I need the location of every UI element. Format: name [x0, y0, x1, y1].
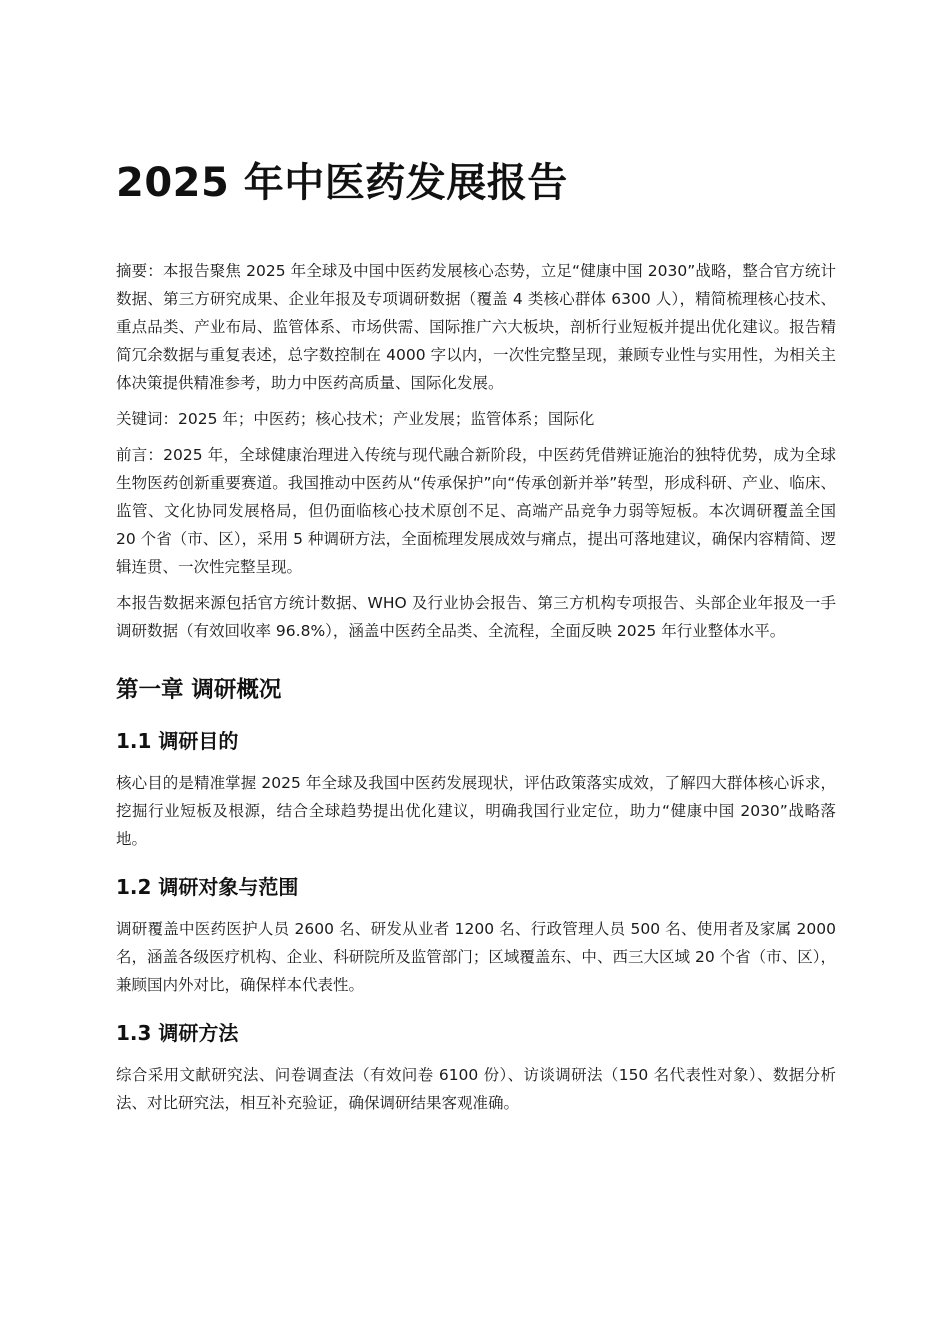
preface-paragraph: 前言：2025 年，全球健康治理进入传统与现代融合新阶段，中医药凭借辨证施治的独特优势，成为全球生物医药创新重要赛道。我国推动中医药从“传承保护”向“传承创新并举”转型，形成科研、产业、临床、监管、文化协同发展格局，但仍面临核心技术原创不足、高端产品竞争力弱等短板。本次调研覆盖全国 20 个省（市、区），采用 5 种调研方法，全面梳理发展成效与痛点，提出可落地建议，确保内容精简、逻辑连贯、一次性完整呈现。: [116, 446, 836, 576]
section-1-2-heading: 1.2 调研对象与范围: [116, 875, 299, 899]
data-sources-paragraph: 本报告数据来源包括官方统计数据、WHO 及行业协会报告、第三方机构专项报告、头部企业年报及一手调研数据（有效回收率 96.8%），涵盖中医药全品类、全流程，全面反映 2025 年行业整体水平。: [116, 594, 836, 640]
section-1-1-heading: 1.1 调研目的: [116, 729, 239, 753]
document-title: 2025 年中医药发展报告: [116, 160, 568, 206]
section-1-3-heading: 1.3 调研方法: [116, 1021, 239, 1045]
abstract-paragraph: 摘要：本报告聚焦 2025 年全球及中国中医药发展核心态势，立足“健康中国 2030”战略，整合官方统计数据、第三方研究成果、企业年报及专项调研数据（覆盖 4 类核心群体 6300 人），精简梳理核心技术、重点品类、产业布局、监管体系、市场供需、国际推广六大板块，剖析行业短板并提出优化建议。报告精简冗余数据与重复表述，总字数控制在 4000 字以内，一次性完整呈现，兼顾专业性与实用性，为相关主体决策提供精准参考，助力中医药高质量、国际化发展。: [116, 262, 836, 392]
document-body: [116, 257, 836, 1125]
chapter-1-heading: 第一章 调研概况: [116, 677, 282, 703]
keywords-paragraph: 关键词：2025 年；中医药；核心技术；产业发展；监管体系；国际化: [116, 410, 595, 428]
section-1-2-text: 调研覆盖中医药医护人员 2600 名、研发从业者 1200 名、行政管理人员 500 名、使用者及家属 2000 名，涵盖各级医疗机构、企业、科研院所及监管部门；区域覆盖东、中、西三大区域 20 个省（市、区），兼顾国内外对比，确保样本代表性。: [116, 920, 836, 994]
section-1-3-text: 综合采用文献研究法、问卷调查法（有效问卷 6100 份）、访谈调研法（150 名代表性对象）、数据分析法、对比研究法，相互补充验证，确保调研结果客观准确。: [116, 1066, 836, 1112]
section-1-1-text: 核心目的是精准掌握 2025 年全球及我国中医药发展现状，评估政策落实成效，了解四大群体核心诉求，挖掘行业短板及根源，结合全球趋势提出优化建议，明确我国行业定位，助力“健康中国 2030”战略落地。: [116, 774, 836, 848]
